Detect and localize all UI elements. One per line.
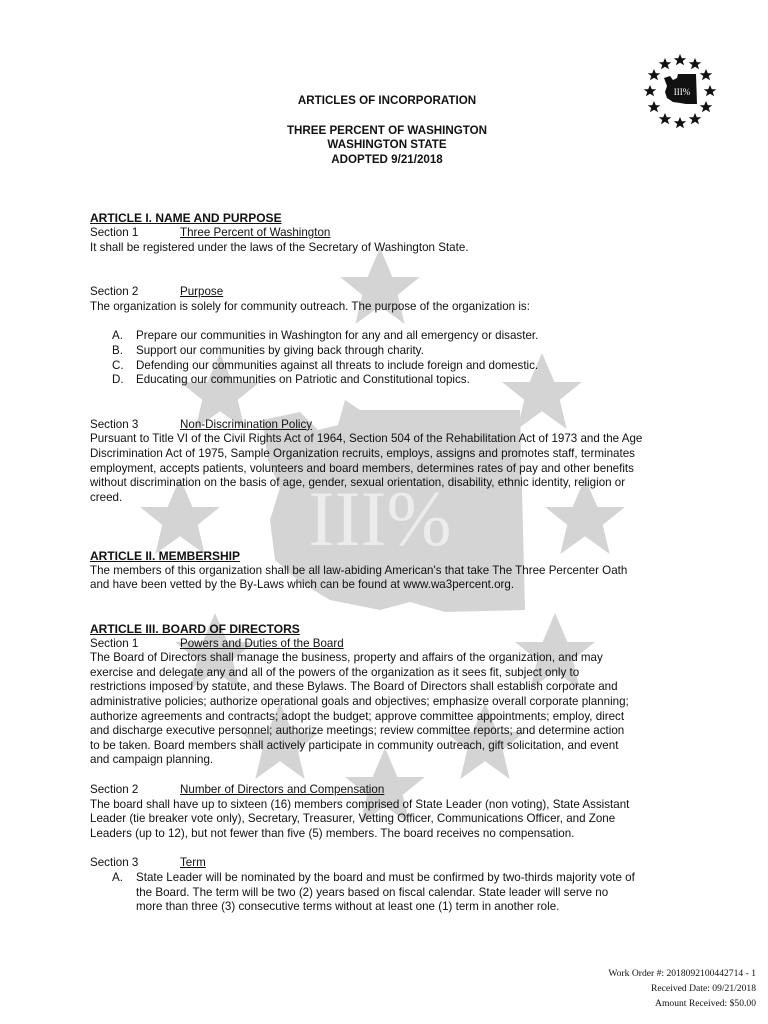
list-text: Prepare our communities in Washington for any and all emergency or disaster. bbox=[136, 329, 539, 343]
article-1-heading: ARTICLE I. NAME AND PURPOSE bbox=[90, 211, 282, 226]
text-line: Leader (tie breaker vote only), Secretary, Treasurer, Vetting Officer, Communications Officer, and Zone bbox=[90, 812, 616, 826]
text-line: to be taken. Board members shall actively participate in community outreach, gift solicitation, and event bbox=[90, 738, 619, 752]
text-line: State Leader will be nominated by the board and must be confirmed by two-thirds majority vote of bbox=[136, 870, 635, 884]
text-line: Pursuant to Title VI of the Civil Rights Act of 1964, Section 504 of the Rehabilitation Act of 1973 and the Age bbox=[90, 432, 643, 446]
watermark-text: III% bbox=[308, 475, 452, 562]
text-line: The members of this organization shall be all law-abiding American's that take The Three Percenter Oath bbox=[90, 563, 628, 577]
section-title: Non-Discrimination Policy bbox=[180, 417, 313, 431]
list-text bbox=[136, 871, 635, 915]
text-line: Leaders (up to 12), but not fewer than five (5) members. The board receives no compensation. bbox=[90, 826, 575, 840]
amount-received: Amount Received: $50.00 bbox=[655, 998, 756, 1009]
term-list-item bbox=[90, 871, 690, 915]
section-title: Three Percent of Washington bbox=[180, 225, 331, 239]
text-line: more than three (3) consecutive terms without at least one (1) term in another role. bbox=[136, 900, 560, 914]
text-line: the Board. The term will be two (2) years based on fiscal calendar. State leader will serve no bbox=[136, 885, 609, 899]
section-title: Purpose bbox=[180, 285, 224, 299]
text-line: and have been vetted by the By-Laws which can be found at www.wa3percent.org. bbox=[90, 578, 515, 592]
text-line: and discharge executive personnel; authorize meetings; review committee reports; and determine action bbox=[90, 724, 625, 738]
text-line: Discrimination Act of 1975, Sample Organization recruits, employs, assigns and promotes staff, terminates bbox=[90, 446, 635, 460]
text-line: creed. bbox=[90, 490, 123, 504]
text-line: without discrimination on the basis of age, gender, sexual orientation, disability, ethnic identity, religion or bbox=[90, 476, 626, 490]
text-line: administrative policies; authorize operational goals and objectives; emphasize overall corporate planning; bbox=[90, 695, 629, 709]
text-line: and campaign planning. bbox=[90, 753, 214, 767]
section-text: It shall be registered under the laws of the Secretary of Washington State. bbox=[90, 240, 469, 254]
received-date: Received Date: 09/21/2018 bbox=[651, 983, 756, 994]
list-text: Educating our communities on Patriotic and Constitutional topics. bbox=[136, 373, 470, 387]
adopted-date: ADOPTED 9/21/2018 bbox=[331, 152, 443, 166]
list-text: Defending our communities against all threats to include foreign and domestic. bbox=[136, 358, 539, 372]
list-letter: D. bbox=[112, 373, 124, 387]
text-line: exercise and delegate any and all of the powers of the organization as it sees fit, subject only to bbox=[90, 665, 580, 679]
section-number: Section 2 bbox=[90, 783, 139, 796]
purpose-list bbox=[90, 329, 690, 387]
list-letter: B. bbox=[112, 343, 123, 357]
article-3-section-1-header bbox=[90, 637, 690, 652]
section-number: Section 2 bbox=[90, 285, 139, 299]
text-line: restrictions imposed by statute, and these Bylaws. The Board of Directors shall establish corporate and bbox=[90, 680, 618, 694]
work-order-number: Work Order #: 2018092100442714 - 1 bbox=[608, 968, 756, 979]
list-item bbox=[90, 373, 690, 388]
article-3-section-3-header bbox=[90, 856, 690, 871]
filing-stamp bbox=[608, 966, 756, 1011]
section-number: Section 3 bbox=[90, 417, 139, 431]
text-line: The board shall have up to sixteen (16) members comprised of State Leader (non voting), State Assistant bbox=[90, 797, 630, 811]
logo-text: III% bbox=[673, 87, 691, 97]
section-paragraph bbox=[90, 432, 690, 505]
list-letter: A. bbox=[112, 870, 123, 884]
article-1-section-3-header bbox=[90, 418, 690, 433]
article-1-section-2-header bbox=[90, 285, 690, 300]
organization-name: THREE PERCENT OF WASHINGTON bbox=[286, 123, 488, 137]
list-letter: A. bbox=[112, 329, 123, 343]
section-title: Powers and Duties of the Board bbox=[180, 636, 344, 650]
section-number: Section 3 bbox=[90, 856, 139, 870]
list-item bbox=[90, 344, 690, 359]
section-number: Section 1 bbox=[90, 636, 139, 650]
section-title: Term bbox=[180, 856, 206, 870]
text-line: employment, accepts patients, volunteers and board members, determines rates of pay and other benefits bbox=[90, 461, 634, 475]
section-paragraph bbox=[90, 798, 690, 842]
list-item bbox=[90, 359, 690, 374]
section-text: The organization is solely for community outreach. The purpose of the organization is: bbox=[90, 299, 530, 313]
text-line: authorize agreements and contracts; adopt the budget; approve committee appointments; employ, direct bbox=[90, 709, 625, 723]
section-paragraph bbox=[90, 651, 690, 768]
article-2-heading: ARTICLE II. MEMBERSHIP bbox=[90, 549, 241, 564]
list-letter: C. bbox=[112, 358, 124, 372]
document-body bbox=[90, 94, 690, 915]
document-header bbox=[87, 94, 687, 167]
article-3-section-2-header bbox=[90, 783, 690, 798]
list-text: Support our communities by giving back through charity. bbox=[136, 343, 424, 357]
text-line: The Board of Directors shall manage the business, property and affairs of the organization, and may bbox=[90, 651, 603, 665]
document-title: ARTICLES OF INCORPORATION bbox=[297, 94, 477, 107]
article-3-heading: ARTICLE III. BOARD OF DIRECTORS bbox=[90, 622, 300, 637]
state-name: WASHINGTON STATE bbox=[327, 138, 447, 152]
section-number: Section 1 bbox=[90, 225, 139, 239]
article-1-section-1-header bbox=[90, 226, 690, 241]
section-paragraph bbox=[90, 564, 690, 593]
list-item bbox=[90, 329, 690, 344]
section-title: Number of Directors and Compensation bbox=[180, 783, 385, 796]
